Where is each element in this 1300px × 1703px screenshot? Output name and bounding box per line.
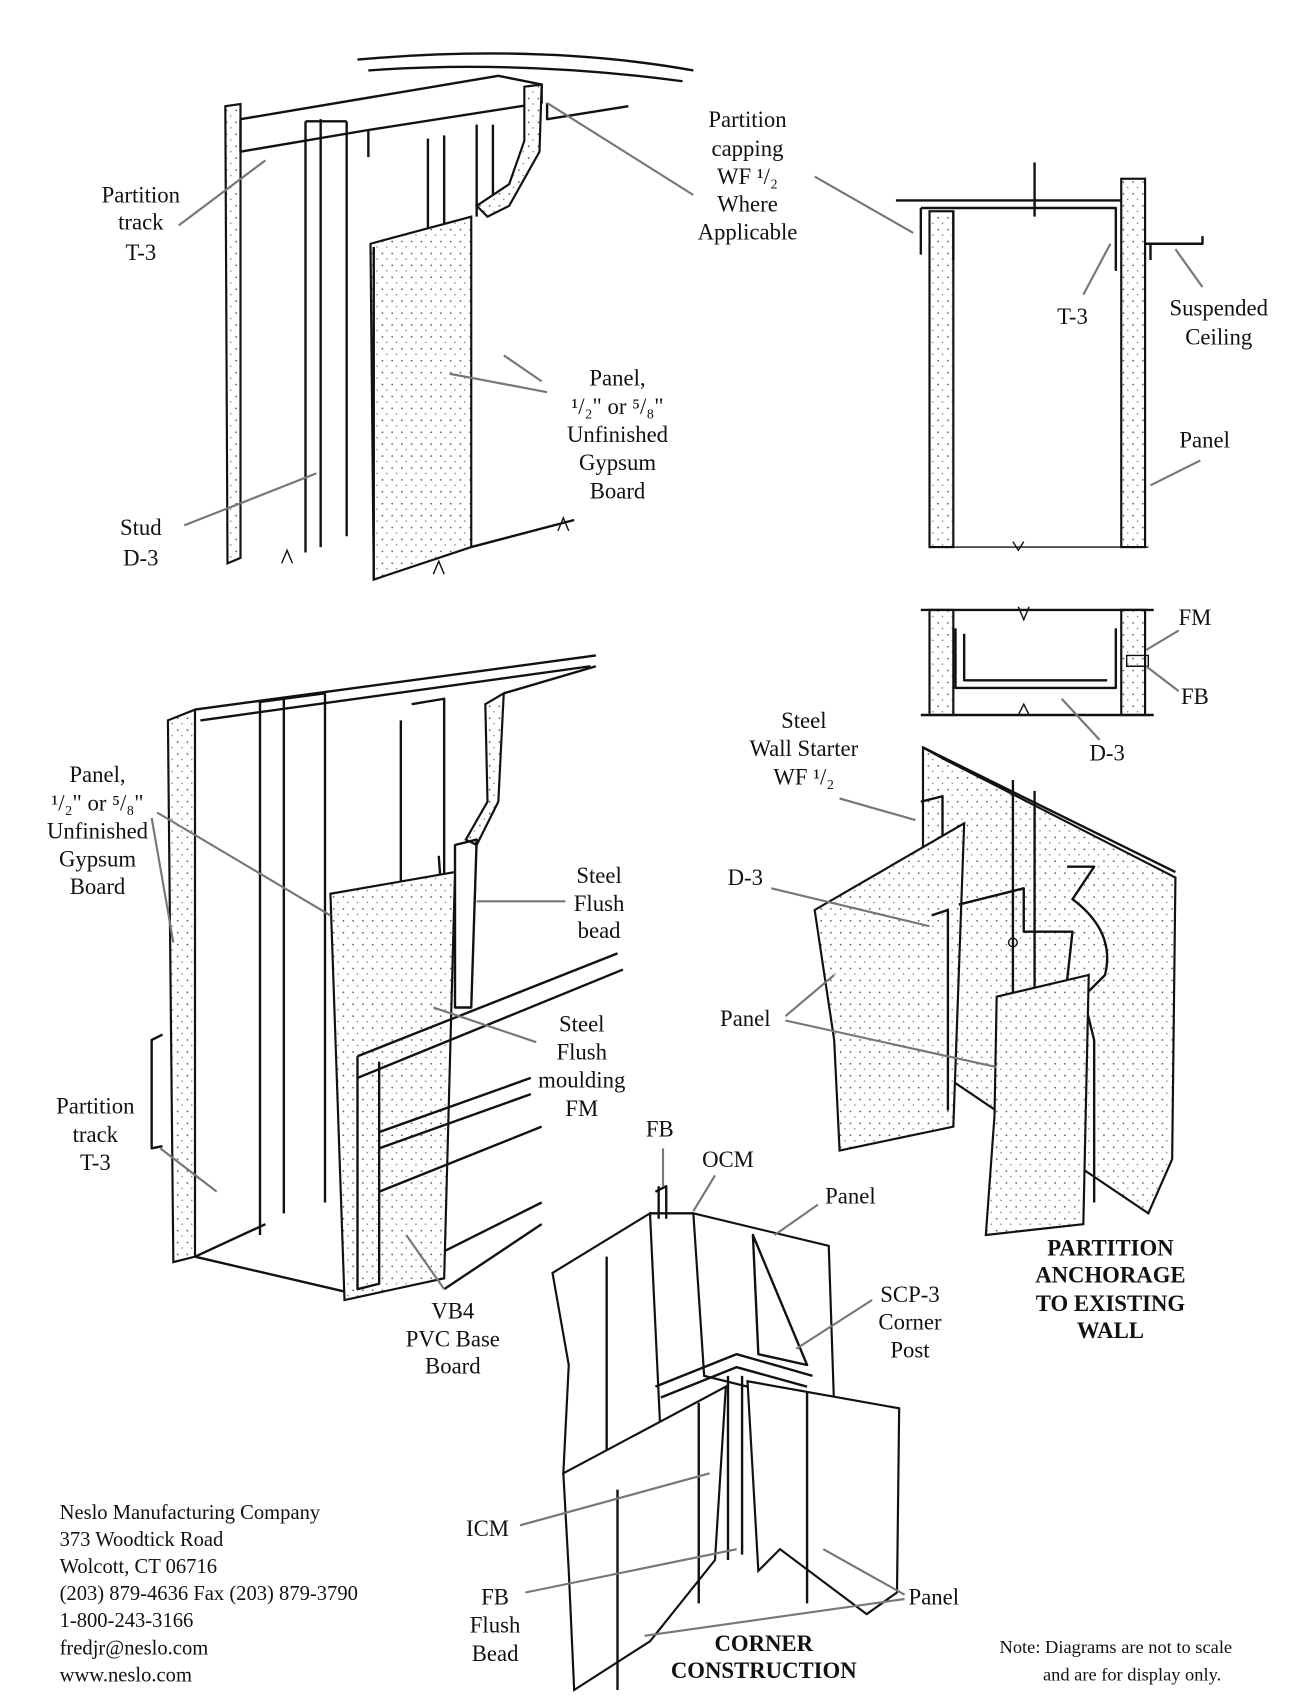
label-stud: Stud: [119, 515, 162, 541]
label-panel: ¹/₂" or ⁵/₈": [571, 393, 664, 419]
label-partition-track: Partition: [101, 182, 181, 208]
label-fb: FB: [645, 1116, 674, 1142]
label-flush-bead: FB: [481, 1584, 509, 1610]
label-flush-bead: Steel: [576, 862, 622, 888]
anchorage-title: PARTITION: [1047, 1235, 1174, 1261]
note-line: and are for display only.: [1042, 1664, 1222, 1685]
company-name: Neslo Manufacturing Company: [59, 1501, 321, 1524]
corner-construction-drawing: [553, 1183, 900, 1690]
label-ocm: OCM: [702, 1146, 754, 1172]
label-corner-post: Corner: [878, 1309, 942, 1335]
label-corner-post: Post: [890, 1337, 930, 1363]
company-website: www.neslo.com: [59, 1664, 192, 1687]
bottom-left-partition-drawing: [152, 655, 626, 1300]
company-email: fredjr@neslo.com: [59, 1637, 209, 1660]
company-address: 373 Woodtick Road: [59, 1528, 224, 1551]
label-flush-moulding: Steel: [558, 1011, 605, 1037]
leader-line: [775, 1205, 818, 1235]
label-panel: Gypsum: [578, 450, 657, 476]
leader-line: [693, 1175, 715, 1211]
company-phone: (203) 879-4636 Fax (203) 879-3790: [59, 1583, 358, 1606]
leader-line: [184, 473, 316, 525]
label-stud: D-3: [123, 545, 159, 571]
label-flush-moulding: FM: [565, 1095, 599, 1121]
corner-title: CONSTRUCTION: [670, 1658, 857, 1684]
label-base-board: VB4: [431, 1298, 475, 1324]
label-flush-moulding: moulding: [538, 1067, 626, 1093]
company-info: [60, 1502, 358, 1687]
label-partition-capping: Partition: [708, 106, 787, 132]
label-partition-track: Partition: [56, 1093, 135, 1119]
label-fm: FM: [1178, 605, 1212, 631]
label-partition-track: track: [72, 1121, 119, 1147]
leader-line: [179, 160, 266, 225]
label-partition-track: T-3: [79, 1150, 111, 1175]
label-panel: Panel: [720, 1005, 771, 1031]
label-suspended-ceiling: Suspended: [1169, 295, 1269, 321]
label-icm: ICM: [466, 1516, 509, 1542]
label-base-board: PVC Base: [405, 1326, 500, 1352]
top-right-section-drawing: [896, 163, 1203, 716]
label-partition-track: track: [118, 209, 164, 235]
label-partition-capping: WF ¹/₂: [717, 164, 778, 190]
leader-line: [1151, 460, 1201, 485]
label-panel: Panel: [908, 1584, 960, 1610]
label-wall-starter: WF ¹/₂: [773, 764, 835, 790]
label-panel: Unfinished: [566, 422, 669, 447]
anchorage-title: WALL: [1076, 1317, 1144, 1343]
label-partition-capping: capping: [711, 135, 784, 161]
label-flush-bead: Flush: [573, 891, 625, 917]
label-flush-bead: Bead: [471, 1640, 519, 1666]
leader-line: [1175, 249, 1202, 287]
label-panel: Gypsum: [58, 846, 137, 872]
label-fb: FB: [1181, 684, 1209, 710]
label-flush-moulding: Flush: [556, 1039, 608, 1065]
anchorage-title: TO EXISTING: [1035, 1290, 1186, 1316]
label-flush-bead: bead: [577, 918, 621, 944]
label-panel: Panel: [825, 1183, 876, 1209]
label-wall-starter: Wall Starter: [749, 736, 859, 762]
label-panel: Panel,: [69, 762, 126, 788]
label-partition-capping: Applicable: [697, 219, 798, 245]
label-base-board: Board: [425, 1353, 481, 1379]
anchorage-drawing: [815, 748, 1176, 1236]
label-wall-starter: Steel: [781, 708, 827, 733]
corner-title: CORNER: [714, 1630, 814, 1656]
label-panel: Board: [589, 478, 646, 504]
company-tollfree: 1-800-243-3166: [59, 1610, 194, 1633]
label-panel: Panel,: [589, 365, 646, 391]
label-partition-capping: Where: [717, 191, 778, 217]
label-suspended-ceiling: Ceiling: [1185, 324, 1253, 350]
note-line: Note: Diagrams are not to scale: [999, 1637, 1233, 1658]
company-city: Wolcott, CT 06716: [59, 1555, 218, 1578]
label-panel: Unfinished: [46, 818, 149, 844]
leader-line: [1083, 244, 1110, 295]
label-panel: Board: [69, 873, 126, 899]
anchorage-title: ANCHORAGE: [1035, 1262, 1186, 1288]
label-flush-bead: Flush: [469, 1612, 521, 1638]
label-d3: D-3: [727, 865, 764, 891]
disclaimer-note: [1000, 1637, 1233, 1684]
label-panel: Panel: [1179, 427, 1230, 453]
label-corner-post: SCP-3: [880, 1282, 940, 1308]
label-panel: ¹/₂" or ⁵/₈": [51, 790, 144, 816]
label-partition-track: T-3: [125, 239, 157, 265]
label-d3: D-3: [1089, 740, 1125, 766]
leader-line: [840, 798, 916, 820]
label-t3: T-3: [1057, 303, 1088, 329]
